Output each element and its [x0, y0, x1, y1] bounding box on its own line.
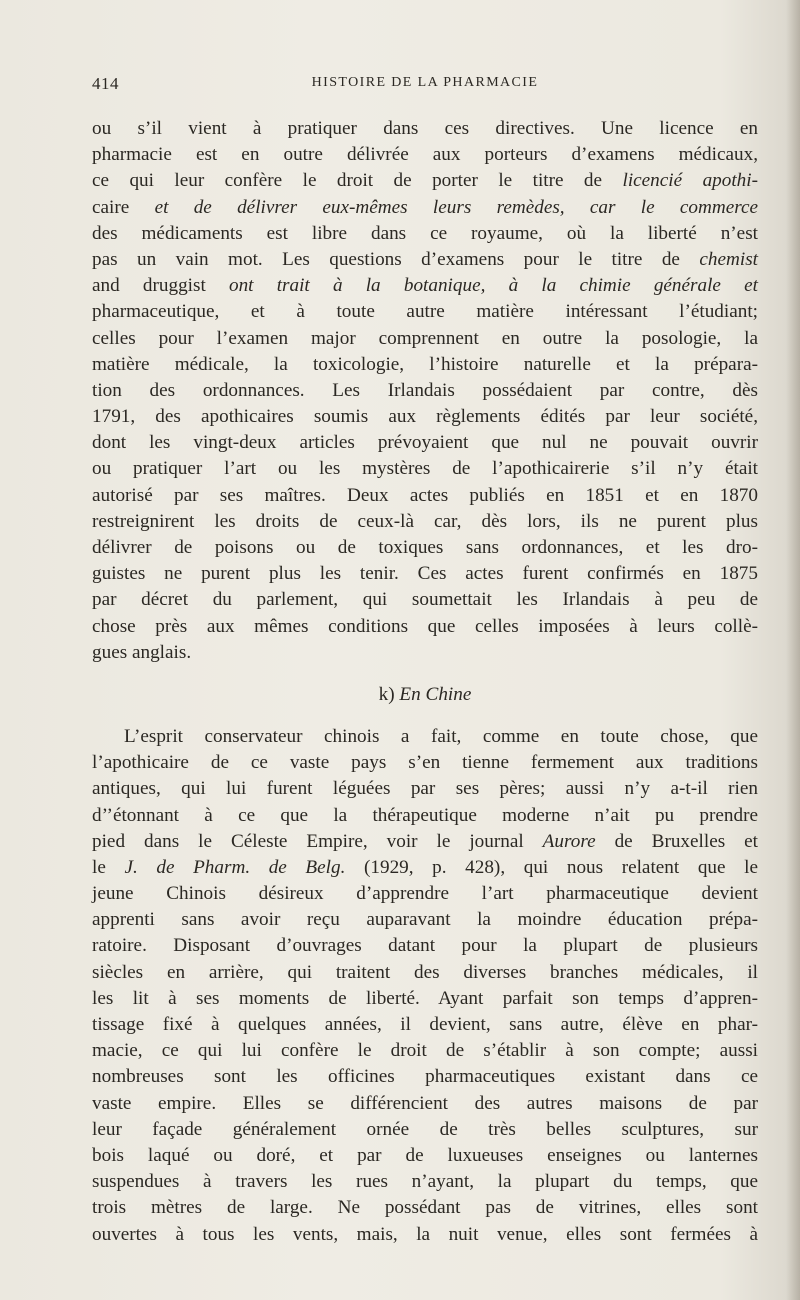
text-line — [92, 535, 758, 561]
running-head — [92, 74, 758, 96]
text-segment: vaste empire. Elles se différencient des autres maisons de par — [92, 1092, 758, 1114]
text-line — [92, 1195, 758, 1221]
text-segment: matière médicale, la toxicologie, l’histoire naturelle et la prépara- — [92, 353, 758, 375]
text-segment: dont les vingt-deux articles prévoyaient que nul ne pouvait ouvrir — [92, 432, 758, 454]
paragraph-chine — [92, 724, 758, 1248]
text-line — [92, 116, 758, 142]
text-segment: par décret du parlement, qui soumettait les Irlandais à peu de — [92, 589, 758, 611]
text-segment: ce qui leur confère le droit de porter le titre de — [92, 170, 623, 192]
text-line — [92, 829, 758, 855]
text-line — [92, 907, 758, 933]
text-segment: tion des ordonnances. Les Irlandais possédaient par contre, dès — [92, 379, 758, 401]
running-title: HISTOIRE DE LA PHARMACIE — [311, 75, 539, 90]
italic-text: ont trait à la botanique, à la chimie générale et — [205, 275, 758, 297]
text-segment: celles pour l’examen major comprennent en outre la posologie, la — [92, 327, 758, 349]
text-segment: pied dans le Céleste Empire, voir le journal — [92, 830, 543, 852]
text-segment: antiques, qui lui furent léguées par ses pères; aussi n’y a-t-il rien — [92, 778, 758, 800]
text-segment: L’esprit conservateur chinois a fait, comme en toute chose, que — [124, 725, 758, 747]
text-line — [92, 352, 758, 378]
text-segment: ratoire. Disposant d’ouvrages datant pour la plupart de plusieurs — [92, 935, 758, 957]
text-line — [92, 509, 758, 535]
text-line — [92, 986, 758, 1012]
text-segment: and druggist — [92, 275, 206, 297]
text-line — [92, 776, 758, 802]
text-line — [92, 221, 758, 247]
italic-text: chemist — [699, 248, 758, 270]
text-segment: pas un vain mot. Les questions d’examens pour le titre de — [92, 248, 700, 270]
text-line — [92, 430, 758, 456]
text-line — [92, 1222, 758, 1248]
text-segment: jeune Chinois désireux d’apprendre l’art pharmaceutique devient — [92, 883, 758, 905]
text-segment: siècles en arrière, qui traitent des diverses branches médicales, il — [92, 961, 758, 983]
text-line — [92, 273, 758, 299]
text-line — [92, 195, 758, 221]
text-segment: ouvertes à tous les vents, mais, la nuit venue, elles sont fermées à — [92, 1223, 758, 1245]
text-segment: trois mètres de large. Ne possédant pas de vitrines, elles sont — [92, 1197, 758, 1219]
section-label: k) — [378, 683, 395, 705]
text-segment: les lit à ses moments de liberté. Ayant parfait son temps d’appren- — [92, 987, 758, 1009]
text-line — [92, 326, 758, 352]
text-segment: ou s’il vient à pratiquer dans ces directives. Une licence en — [92, 118, 758, 139]
page-edge-shadow — [786, 0, 800, 1300]
text-line — [92, 299, 758, 325]
text-line — [92, 1143, 758, 1169]
text-segment: macie, ce qui lui confère le droit de s’établir à son compte; aussi — [92, 1040, 758, 1062]
section-title: En Chine — [399, 683, 472, 705]
text-line — [92, 456, 758, 482]
text-segment: (1929, p. 428), qui nous relatent que le — [345, 856, 758, 878]
page-number: 414 — [92, 74, 119, 93]
section-heading — [92, 666, 758, 724]
italic-text: Aurore — [542, 830, 596, 852]
text-segment: autorisé par ses maîtres. Deux actes publiés en 1851 et en 1870 — [92, 484, 758, 506]
text-segment: des médicaments est libre dans ce royaume, où la liberté n’est — [92, 222, 758, 244]
text-line — [92, 960, 758, 986]
text-line — [92, 1064, 758, 1090]
text-segment: apprenti sans avoir reçu auparavant la moindre éducation prépa- — [92, 909, 758, 931]
text-line — [92, 855, 758, 881]
text-line — [92, 587, 758, 613]
text-segment: leur façade généralement ornée de très belles sculptures, sur — [92, 1118, 758, 1140]
text-segment: bois laqué ou doré, et par de luxueuses enseignes ou lanternes — [92, 1144, 758, 1166]
text-line — [92, 1169, 758, 1195]
text-segment: pharmaceutique, et à toute autre matière intéressant l’étudiant; — [92, 301, 758, 323]
text-line — [92, 933, 758, 959]
text-line — [92, 881, 758, 907]
text-segment: gues anglais. — [92, 641, 192, 663]
text-segment: le — [92, 856, 125, 878]
italic-text: licencié apothi- — [622, 170, 758, 192]
text-segment: chose près aux mêmes conditions que celles imposées à leurs collè- — [92, 615, 758, 637]
text-line — [92, 378, 758, 404]
text-line — [92, 142, 758, 168]
text-segment: caire — [92, 196, 130, 218]
text-segment: 1791, des apothicaires soumis aux règlements édités par leur société, — [92, 406, 758, 428]
text-line — [92, 404, 758, 430]
text-segment: de Bruxelles et — [595, 830, 758, 852]
text-segment: suspendues à travers les rues n’ayant, la plupart du temps, que — [92, 1171, 758, 1193]
italic-text: J. de Pharm. de Belg. — [124, 856, 346, 878]
text-line — [92, 1038, 758, 1064]
text-segment: nombreuses sont les officines pharmaceutiques existant dans ce — [92, 1066, 758, 1088]
text-segment: pharmacie est en outre délivrée aux porteurs d’examens médicaux, — [92, 144, 758, 166]
text-line — [92, 724, 758, 750]
text-line — [92, 1012, 758, 1038]
text-line — [92, 561, 758, 587]
text-segment: délivrer de poisons ou de toxiques sans ordonnances, et les dro- — [92, 537, 758, 558]
text-segment: guistes ne purent plus les tenir. Ces actes furent confirmés en 1875 — [92, 563, 758, 585]
text-line — [92, 247, 758, 273]
text-line — [92, 614, 758, 640]
text-line — [92, 483, 758, 509]
text-line — [92, 1091, 758, 1117]
paragraph-irlande — [92, 116, 758, 666]
italic-text: et de délivrer eux-mêmes leurs remèdes, car le commerce — [129, 196, 758, 218]
text-line — [92, 640, 758, 666]
text-line — [92, 750, 758, 776]
text-segment: ou pratiquer l’art ou les mystères de l’apothicairerie s’il n’y était — [92, 458, 758, 480]
text-segment: d’’étonnant à ce que la thérapeutique moderne n’ait pu prendre — [92, 804, 758, 826]
text-line — [92, 168, 758, 194]
text-line — [92, 803, 758, 829]
text-segment: l’apothicaire de ce vaste pays s’en tienne fermement aux traditions — [92, 752, 758, 774]
text-segment: restreignirent les droits de ceux-là car, dès lors, ils ne purent plus — [92, 510, 758, 532]
text-segment: tissage fixé à quelques années, il devient, sans autre, élève en phar- — [92, 1014, 758, 1035]
text-line — [92, 1117, 758, 1143]
body-text — [92, 116, 758, 1248]
